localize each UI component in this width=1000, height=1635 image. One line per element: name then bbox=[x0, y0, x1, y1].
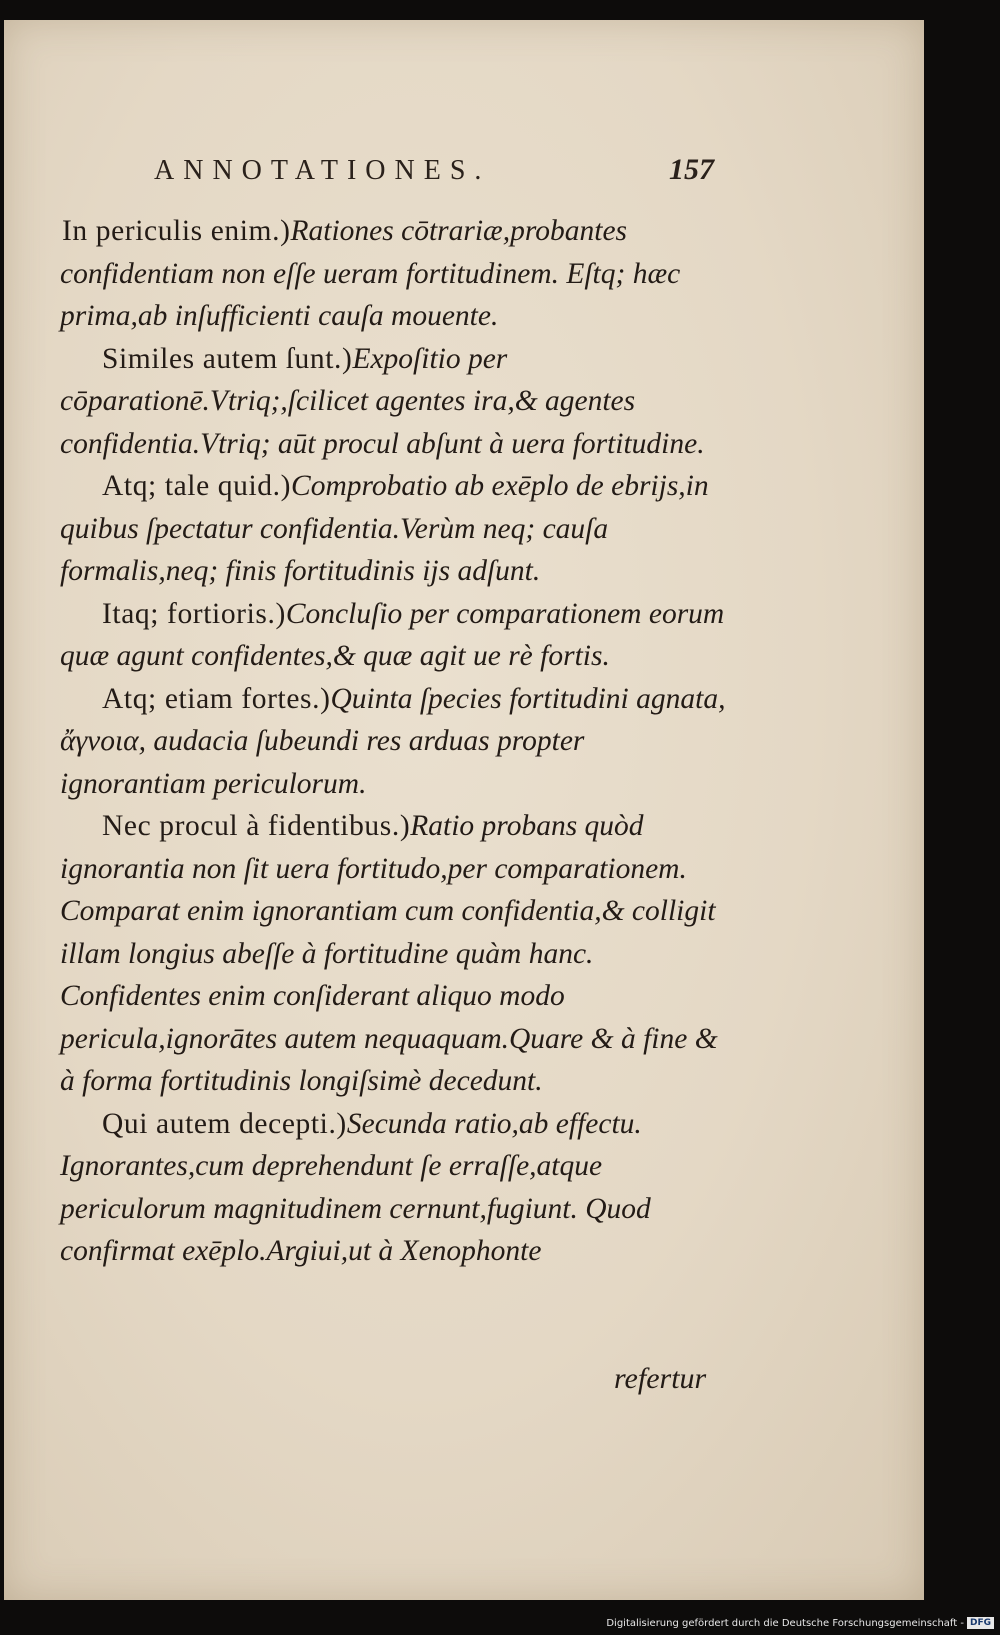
book-page bbox=[4, 20, 924, 1600]
running-head bbox=[154, 153, 714, 187]
lemma: Atq; tale quid.) bbox=[102, 470, 292, 502]
annotation-paragraph bbox=[60, 338, 732, 466]
credit-text: Digitalisierung gefördert durch die Deutsche Forschungsgemeinschaft - bbox=[606, 1617, 964, 1629]
gloss: Rationes cōtrariæ,probantes confidentiam non eſſe ueram fortitudinem. Eſtq; hæc prima,ab inſufficienti cauſa mouente. bbox=[60, 215, 681, 332]
lemma: In periculis enim.) bbox=[62, 215, 291, 247]
lemma: Nec procul à fidentibus.) bbox=[102, 810, 411, 842]
gloss: Expoſitio per cōparationē.Vtriq;,ſcilicet agentes ira,& agentes confidentia.Vtriq; aūt procul abſunt à uera fortitudine. bbox=[60, 342, 705, 460]
annotation-paragraph bbox=[60, 465, 732, 593]
gloss: Quinta ſpecies fortitudini agnata, ἄγνοια, audacia ſubeundi res arduas propter ignorantiam periculorum. bbox=[60, 682, 726, 800]
annotation-paragraph bbox=[60, 678, 732, 806]
gloss: Ratio probans quòd ignorantia non ſit uera fortitudo,per comparationem. Comparat enim ignorantiam cum confidentia,& colligit illam longius abeſſe à fortitudine quàm hanc. Confidentes enim conſiderant aliquo modo pericula,ignorātes autem nequaquam.Quare & à fine & à forma fortitudinis longiſsimè decedunt. bbox=[60, 810, 718, 1097]
running-head-title: ANNOTATIONES. bbox=[154, 155, 491, 186]
lemma: Qui autem decepti.) bbox=[102, 1107, 347, 1140]
annotation-paragraph bbox=[60, 210, 732, 338]
dfg-logo: DFG bbox=[967, 1617, 994, 1629]
page-number: 157 bbox=[669, 153, 714, 186]
lemma: Similes autem ſunt.) bbox=[102, 342, 353, 375]
gloss: Comprobatio ab exēplo de ebrijs,in quibus ſpectatur confidentia.Verùm neq; cauſa formalis,neq; finis fortitudinis ijs adſunt. bbox=[60, 470, 709, 587]
gloss: Concluſio per comparationem eorum quæ agunt confidentes,& quæ agit ue rè fortis. bbox=[60, 597, 725, 672]
digitization-credit bbox=[520, 1614, 994, 1632]
lemma: Atq; etiam fortes.) bbox=[102, 682, 331, 715]
body-text bbox=[60, 210, 732, 1273]
gloss: Secunda ratio,ab effectu. Ignorantes,cum deprehendunt ſe erraſſe,atque periculorum magnitudinem cernunt,fugiunt. Quod confirmat exēplo.Argiui,ut à Xenophonte bbox=[60, 1107, 651, 1267]
lemma: Itaq; fortioris.) bbox=[102, 597, 286, 630]
catchword: refertur bbox=[614, 1362, 707, 1395]
annotation-paragraph bbox=[60, 805, 732, 1103]
annotation-paragraph bbox=[60, 593, 732, 678]
annotation-paragraph bbox=[60, 1103, 732, 1273]
